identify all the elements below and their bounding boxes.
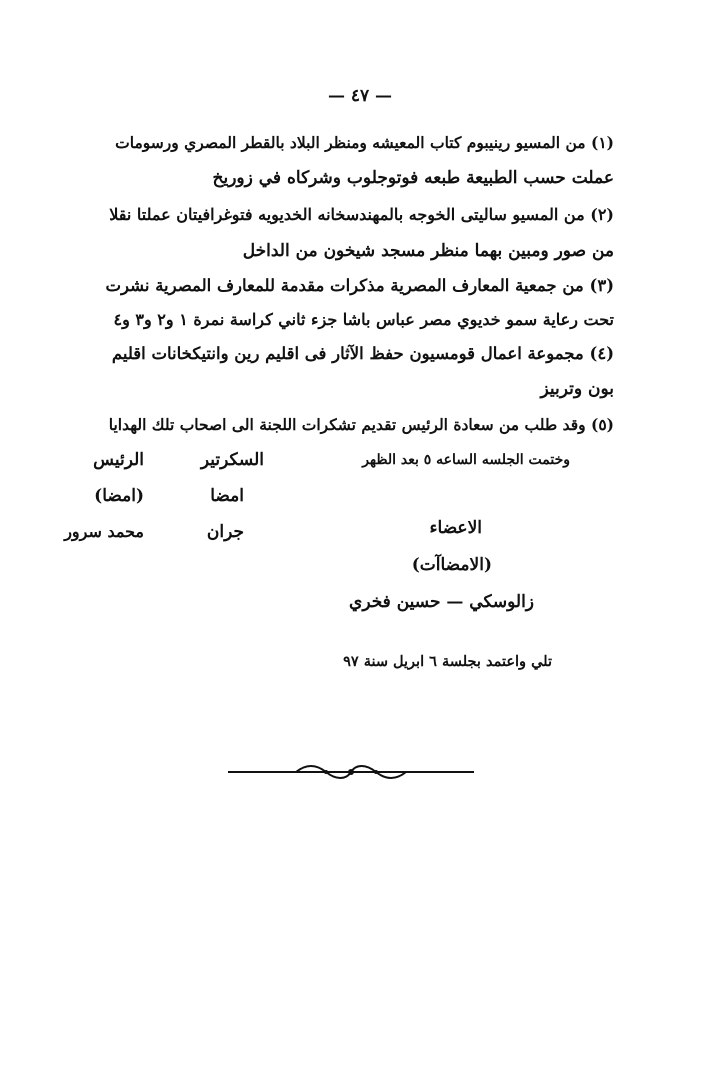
- members-signed: (الامضاآت): [411, 555, 492, 575]
- member-names-right: زالوسكي — حسين فخري: [349, 592, 534, 612]
- secretary-title: السكرتير: [200, 450, 264, 470]
- members-label: الاعضاء: [429, 518, 482, 538]
- item-2-line-1: (٢) من المسيو ساليتى الخوجه بالمهندسخانه الخديويه فتوغرافيتان عملتا نقلا: [109, 205, 614, 224]
- secretary-signature: امضا: [210, 486, 244, 506]
- session-end-text: وختمت الجلسه الساعه ٥ بعد الظهر: [362, 452, 570, 468]
- president-signature: (امضا): [94, 486, 144, 506]
- item-1-line-1: (١) من المسيو رينيبوم كتاب المعيشه ومنظر البلاد بالقطر المصري ورسومات: [115, 133, 614, 152]
- item-3-line-2: تحت رعاية سمو خديوي مصر عباس باشا جزء ثاني كراسة نمرة ١ و٢ و٣ و٤: [113, 310, 614, 329]
- member-name-left-2: محمد سرور: [64, 522, 144, 541]
- item-2-line-2: من صور ومبين بهما منظر مسجد شيخون من الداخل: [242, 241, 614, 261]
- item-5-line-1: (٥) وقد طلب من سعادة الرئيس تقديم تشكرات اللجنة الى اصحاب تلك الهدايا: [108, 415, 614, 434]
- item-4-line-1: (٤) مجموعة اعمال قومسيون حفظ الآثار فى اقليم رين وانتيكخانات اقليم: [111, 344, 614, 363]
- member-name-left-1: جران: [206, 522, 244, 542]
- approval-note: تلي واعتمد بجلسة ٦ ابريل سنة ٩٧: [343, 653, 552, 670]
- president-title: الرئيس: [93, 450, 144, 470]
- item-3-line-1: (٣) من جمعية المعارف المصرية مذكرات مقدمة للمعارف المصرية نشرت: [105, 276, 614, 295]
- item-1-line-2: عملت حسب الطبيعة طبعه فوتوجلوب وشركاه في زوريخ: [212, 168, 614, 188]
- item-4-line-2: بون وتربيز: [540, 379, 614, 399]
- page-number: — ٤٧ —: [327, 86, 393, 106]
- ornament-divider: [226, 760, 476, 784]
